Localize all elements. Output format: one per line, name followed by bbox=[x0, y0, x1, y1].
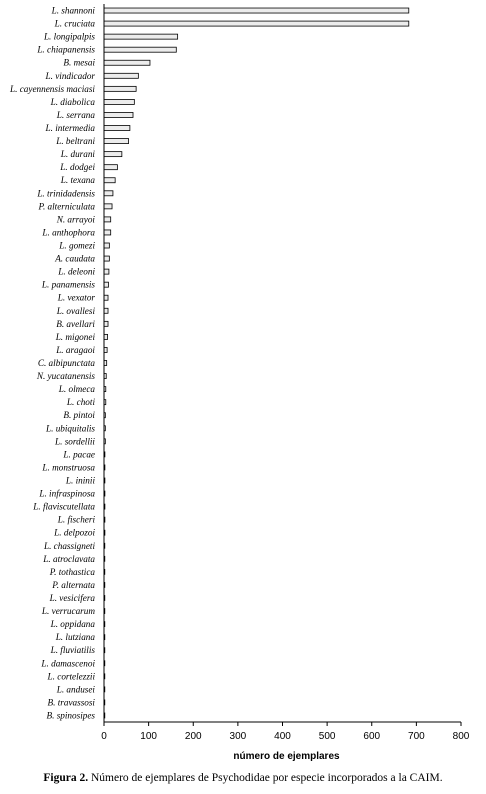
x-tick-label: 100 bbox=[140, 731, 157, 742]
category-label: P. alternata bbox=[52, 579, 95, 590]
category-label: C. albipunctata bbox=[37, 358, 95, 368]
category-label: L. cruciata bbox=[54, 18, 95, 29]
bar bbox=[104, 126, 130, 131]
category-label: L. anthophora bbox=[42, 227, 95, 238]
x-axis bbox=[101, 4, 470, 742]
bar bbox=[104, 165, 117, 170]
category-label: N. arrayoi bbox=[56, 214, 95, 225]
category-label: L. ininii bbox=[65, 475, 95, 486]
bar bbox=[104, 217, 111, 222]
category-label: L. texana bbox=[60, 175, 95, 186]
category-label: L. gomezi bbox=[59, 240, 95, 251]
category-label: P. tothastica bbox=[49, 566, 95, 577]
bar bbox=[104, 34, 178, 39]
category-label: L. cortelezzii bbox=[47, 671, 95, 682]
category-label: A. caudata bbox=[55, 253, 95, 264]
category-label: L. deleoni bbox=[58, 266, 95, 277]
x-tick-label: 400 bbox=[274, 731, 291, 742]
category-label: L. lutziana bbox=[55, 632, 95, 643]
category-label: L. diabolica bbox=[50, 96, 95, 107]
bar bbox=[104, 86, 136, 91]
x-tick-label: 200 bbox=[184, 731, 202, 742]
category-label: L. pacae bbox=[63, 449, 95, 460]
category-label: L. chiapanensis bbox=[37, 44, 95, 55]
bar bbox=[104, 243, 109, 248]
bar bbox=[104, 191, 113, 196]
bar bbox=[104, 295, 108, 300]
bar bbox=[104, 73, 138, 78]
category-label: L. trinidadensis bbox=[37, 188, 95, 199]
category-label: L. ovallesi bbox=[56, 305, 95, 316]
category-label: L. durani bbox=[60, 149, 95, 160]
category-label: L. aragaoi bbox=[56, 344, 95, 355]
category-label: L. delpozoi bbox=[54, 527, 95, 538]
bar bbox=[104, 269, 109, 274]
category-label: L. dodgei bbox=[60, 162, 95, 173]
x-tick-label: 0 bbox=[101, 731, 107, 742]
figure-caption bbox=[0, 772, 486, 784]
category-label: L. oppidana bbox=[50, 619, 95, 630]
bar bbox=[104, 21, 409, 26]
bar bbox=[104, 47, 176, 52]
category-label: L. andusei bbox=[56, 684, 95, 695]
category-label: B. avellari bbox=[56, 318, 95, 329]
x-axis-title: número de ejemplares bbox=[233, 751, 340, 762]
x-tick-label: 800 bbox=[452, 731, 470, 742]
category-label: L. choti bbox=[66, 397, 95, 408]
bar bbox=[104, 308, 108, 313]
caption-text: Número de ejemplares de Psychodidae por especie incorporados a la CAIM. bbox=[91, 772, 443, 784]
category-label: L. vexator bbox=[57, 292, 95, 303]
bar bbox=[104, 230, 111, 235]
category-label: L. chassigneti bbox=[43, 540, 95, 551]
bar bbox=[104, 139, 129, 144]
category-label: L. infraspinosa bbox=[39, 488, 95, 499]
category-labels bbox=[9, 6, 95, 721]
category-label: L. intermedia bbox=[45, 123, 95, 134]
bar bbox=[104, 152, 122, 157]
x-tick-label: 500 bbox=[318, 731, 336, 742]
bar bbox=[104, 204, 112, 209]
category-label: L. fischeri bbox=[57, 514, 95, 525]
bar bbox=[104, 178, 115, 183]
x-tick-label: 700 bbox=[408, 731, 425, 742]
category-label: L. vesicifera bbox=[49, 592, 95, 603]
bar bbox=[104, 8, 409, 13]
category-label: L. fluviatilis bbox=[50, 645, 95, 656]
category-label: L. atroclavata bbox=[43, 553, 95, 564]
category-label: L. cayennensis maciasi bbox=[10, 83, 95, 94]
category-label: B. mesai bbox=[63, 57, 95, 68]
category-label: L. monstruosa bbox=[42, 462, 95, 473]
x-tick-label: 300 bbox=[229, 731, 247, 742]
category-label: L. serrana bbox=[56, 109, 95, 120]
category-label: L. longipalpis bbox=[43, 31, 95, 42]
bar bbox=[104, 334, 108, 339]
category-label: B. travassosi bbox=[47, 697, 95, 708]
category-label: L. damascenoi bbox=[41, 658, 95, 669]
category-label: L. olmeca bbox=[58, 384, 95, 395]
bar bbox=[104, 99, 134, 104]
category-label: L. beltrani bbox=[56, 136, 95, 147]
category-label: L. panamensis bbox=[41, 279, 95, 290]
category-label: L. verrucarum bbox=[41, 606, 95, 617]
category-label: B. pintoi bbox=[63, 410, 95, 421]
category-label: P. alterniculata bbox=[38, 201, 95, 212]
category-label: L. shannoni bbox=[51, 5, 95, 16]
bar bbox=[104, 60, 150, 65]
bars bbox=[104, 8, 409, 718]
bar bbox=[104, 282, 108, 287]
category-label: L. sordellii bbox=[55, 436, 95, 447]
category-label: L. ubiquitalis bbox=[45, 423, 95, 434]
caption-label: Figura 2. bbox=[43, 772, 89, 784]
category-label: L. vindicador bbox=[45, 70, 95, 81]
bar bbox=[104, 256, 109, 261]
category-label: L. migonei bbox=[55, 331, 95, 342]
category-label: N. yucatanensis bbox=[36, 371, 95, 382]
bar bbox=[104, 112, 133, 117]
x-tick-label: 600 bbox=[363, 731, 381, 742]
bar bbox=[104, 321, 108, 326]
category-label: L. flaviscutellata bbox=[33, 501, 95, 512]
category-label: B. spinosipes bbox=[46, 710, 95, 721]
